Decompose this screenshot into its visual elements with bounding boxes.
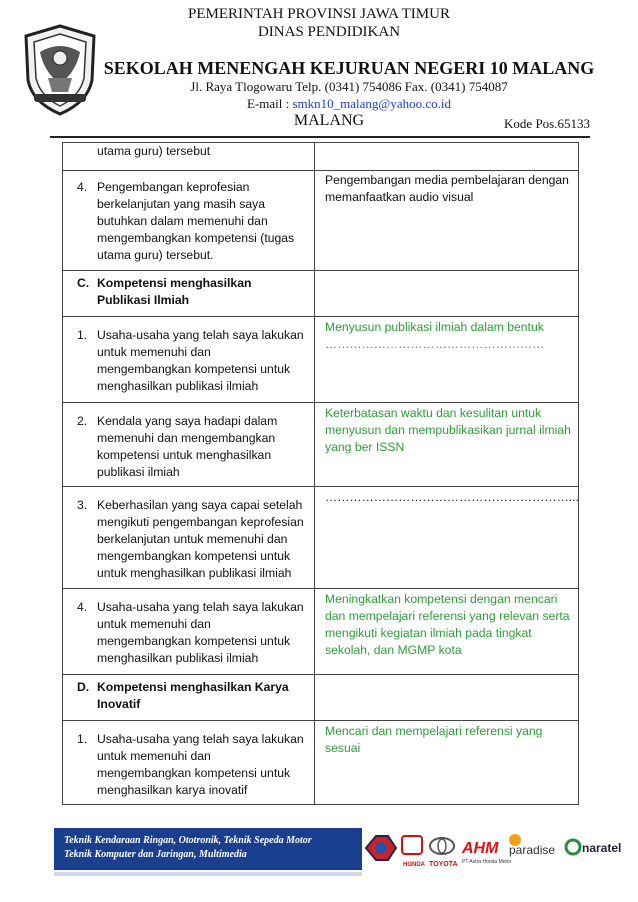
footer-programs-line2: Teknik Komputer dan Jaringan, Multimedia xyxy=(64,849,247,860)
paradise-logo xyxy=(509,834,555,857)
ahm-subtext: PT Astra Honda Motor xyxy=(462,859,512,865)
honda-logo xyxy=(402,836,426,868)
toyota-text: TOYOTA xyxy=(429,861,458,868)
row-text: Kendala yang saya hadapi dalam memenuhi dan mengembangkan kompetensi untuk menghasilkan publikasi ilmiah xyxy=(97,414,278,479)
right-cell xyxy=(315,143,579,171)
right-cell xyxy=(315,271,579,317)
naratel-text: naratel xyxy=(582,841,622,855)
table-row xyxy=(63,487,579,589)
row-text: Keberhasilan yang saya capai setelah mengikuti pengembangan keprofesian berkelanjutan untuk memenuhi dan mengembangkan kompetensi untuk untuk menghasilkan publikasi ilmiah xyxy=(97,498,304,580)
header-email-line xyxy=(30,96,638,112)
email-link[interactable]: smkn10_malang@yahoo.co.id xyxy=(292,96,452,111)
right-cell xyxy=(315,171,579,271)
footer-programs-line1: Teknik Kendaraan Ringan, Ototronik, Teknik Sepeda Motor xyxy=(64,835,312,846)
left-cell xyxy=(63,721,315,805)
header-department: DINAS PENDIDIKAN xyxy=(257,24,401,40)
item-number: 4. xyxy=(77,600,88,614)
section-letter: C. xyxy=(77,276,90,290)
partner-logos xyxy=(362,826,632,876)
section-letter: D. xyxy=(77,680,90,694)
right-cell xyxy=(315,721,579,805)
footer xyxy=(0,820,638,902)
left-cell xyxy=(63,317,315,403)
item-number: 1. xyxy=(77,732,88,746)
header-school-name: SEKOLAH MENENGAH KEJURUAN NEGERI 10 MALANG xyxy=(103,58,595,78)
left-cell xyxy=(63,675,315,721)
header-divider xyxy=(50,136,590,138)
header-postal-code: Kode Pos.65133 xyxy=(504,116,590,131)
right-cell xyxy=(315,675,579,721)
right-cell xyxy=(315,317,579,403)
response-text: Keterbatasan waktu dan kesulitan untuk menyusun dan mempublikasikan jurnal ilmiah yang ber ISSN xyxy=(325,406,571,454)
naratel-logo xyxy=(566,840,621,855)
table-row xyxy=(63,171,579,271)
left-cell xyxy=(63,403,315,487)
right-cell xyxy=(315,589,579,675)
item-number: 2. xyxy=(77,414,88,428)
ahm-text: AHM xyxy=(462,840,499,857)
paradise-text: paradise xyxy=(509,843,556,857)
table-row xyxy=(63,317,579,403)
response-text: Mencari dan mempelajari referensi yang sesuai xyxy=(325,724,543,755)
competency-table xyxy=(62,142,579,805)
footer-stripe xyxy=(54,872,362,876)
ahm-logo xyxy=(461,840,512,865)
footer-programs xyxy=(54,828,362,870)
left-cell xyxy=(63,487,315,589)
header-city: MALANG xyxy=(293,112,365,129)
item-number: 3. xyxy=(77,498,88,512)
item-number: 1. xyxy=(77,328,88,342)
right-cell xyxy=(315,487,579,589)
email-label: E-mail : xyxy=(246,96,293,111)
table-row xyxy=(63,143,579,171)
header-government: PEMERINTAH PROVINSI JAWA TIMUR xyxy=(188,6,450,22)
section-title: Kompetensi menghasilkan Karya Inovatif xyxy=(97,680,289,711)
honda-text: HONDA xyxy=(403,862,425,868)
table-row xyxy=(63,721,579,805)
row-text: Pengembangan keprofesian berkelanjutan yang masih saya butuhkan dalam memenuhi dan mengembangkan kompetensi (tugas utama guru) tersebut. xyxy=(97,180,295,262)
section-title: Kompetensi menghasilkan Publikasi Ilmiah xyxy=(97,276,252,307)
row-text: Usaha-usaha yang telah saya lakukan untuk memenuhi dan mengembangkan kompetensi untuk menghasilkan publikasi ilmiah xyxy=(97,328,304,393)
table-row xyxy=(63,675,579,721)
left-cell xyxy=(63,271,315,317)
item-number: 4. xyxy=(77,180,88,194)
row-text: utama guru) tersebut xyxy=(97,144,211,158)
table-row xyxy=(63,403,579,487)
left-cell xyxy=(63,171,315,271)
left-cell xyxy=(63,143,315,171)
table-row xyxy=(63,589,579,675)
response-text: Pengembangan media pembelajaran dengan memanfaatkan audio visual xyxy=(325,173,569,204)
left-cell xyxy=(63,589,315,675)
response-text: ……………………………………………………... xyxy=(325,490,579,504)
table-row xyxy=(63,271,579,317)
partner-emblem-icon xyxy=(366,836,396,860)
right-cell xyxy=(315,403,579,487)
row-text: Usaha-usaha yang telah saya lakukan untuk memenuhi dan mengembangkan kompetensi untuk menghasilkan karya inovatif xyxy=(97,732,304,797)
response-text: Meningkatkan kompetensi dengan mencari dan mempelajari referensi yang relevan serta mengikuti kegiatan ilmiah pada tingkat sekolah, dan MGMP kota xyxy=(325,592,570,657)
toyota-logo xyxy=(429,838,458,868)
row-text: Usaha-usaha yang telah saya lakukan untuk memenuhi dan mengembangkan kompetensi untuk menghasilkan publikasi ilmiah xyxy=(97,600,304,665)
response-text: Menyusun publikasi ilmiah dalam bentuk ……………………………………………… xyxy=(325,320,545,351)
letterhead xyxy=(0,0,638,140)
header-address: Jl. Raya Tlogowaru Telp. (0341) 754086 Fax. (0341) 754087 xyxy=(190,79,508,94)
